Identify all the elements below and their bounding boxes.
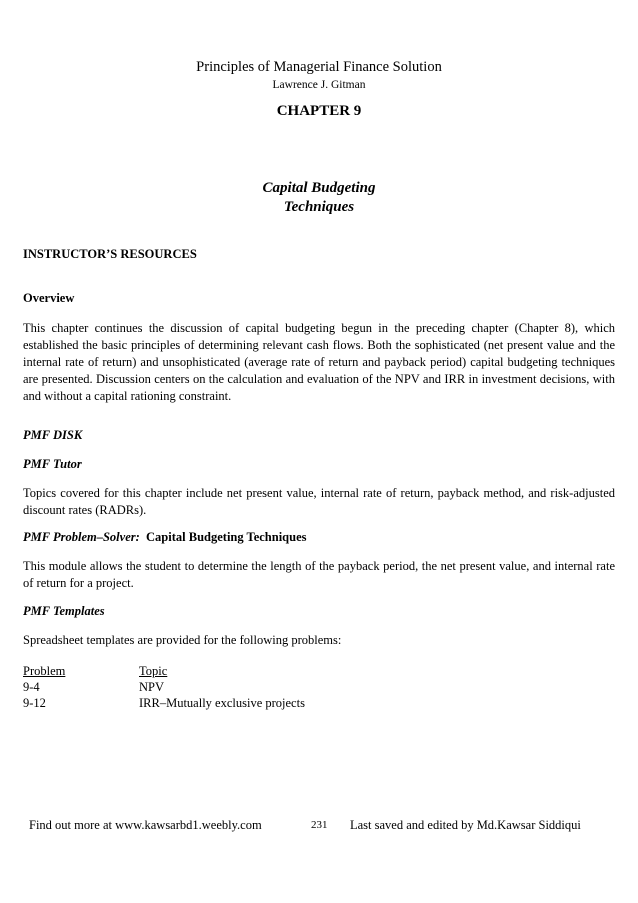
overview-heading: Overview: [23, 291, 75, 305]
section-title: INSTRUCTOR’S RESOURCES: [23, 247, 197, 261]
chapter-heading: CHAPTER 9: [276, 103, 362, 119]
chapter-subtitle-line1: Capital Budgeting: [262, 180, 376, 196]
table-row-topic: NPV: [139, 680, 165, 694]
chapter-subtitle: [0, 179, 638, 217]
pmf-problem-solver-heading: [23, 529, 615, 546]
table-header-problem: Problem: [23, 664, 66, 678]
pmf-tutor-text: Topics covered for this chapter include net present value, internal rate of return, payback method, and risk-adjusted discount rates (RADRs).: [23, 486, 615, 517]
pmf-tutor-heading: PMF Tutor: [23, 457, 82, 471]
pmf-templates-text: Spreadsheet templates are provided for the following problems:: [23, 633, 342, 647]
header-author: Lawrence J. Gitman: [272, 79, 366, 91]
footer-credit: Last saved and edited by Md.Kawsar Siddiqui: [350, 818, 581, 832]
table-row-problem: 9-12: [23, 696, 46, 710]
table-row-topic: IRR–Mutually exclusive projects: [139, 696, 305, 710]
header-title: Principles of Managerial Finance Solution: [196, 59, 442, 75]
chapter-subtitle-line2: Techniques: [283, 199, 355, 215]
footer-website: Find out more at www.kawsarbd1.weebly.com: [29, 818, 262, 832]
table-header-topic: Topic: [139, 664, 168, 678]
overview-text: This chapter continues the discussion of capital budgeting begun in the preceding chapter (Chapter 8), which established the basic principles of determining relevant cash flows. Both the sophisticated (net present value and the internal rate of return) and unsophisticated (average rate of return and payback period) capital budgeting techniques are presented. Discussion centers on the calculation and evaluation of the NPV and IRR in investment decisions, with and without a capital rationing constraint.: [23, 321, 615, 403]
pmf-templates-heading: PMF Templates: [23, 604, 105, 618]
pmf-problem-solver-label: PMF Problem–Solver:: [23, 530, 140, 544]
pmf-problem-solver-text: This module allows the student to determine the length of the payback period, the net present value, and internal rate of return for a project.: [23, 559, 615, 590]
table-row-problem: 9-4: [23, 680, 40, 694]
pmf-problem-solver-title: Capital Budgeting Techniques: [146, 530, 307, 544]
pmf-disk-heading: PMF DISK: [23, 428, 83, 442]
page-number: 231: [311, 819, 328, 831]
